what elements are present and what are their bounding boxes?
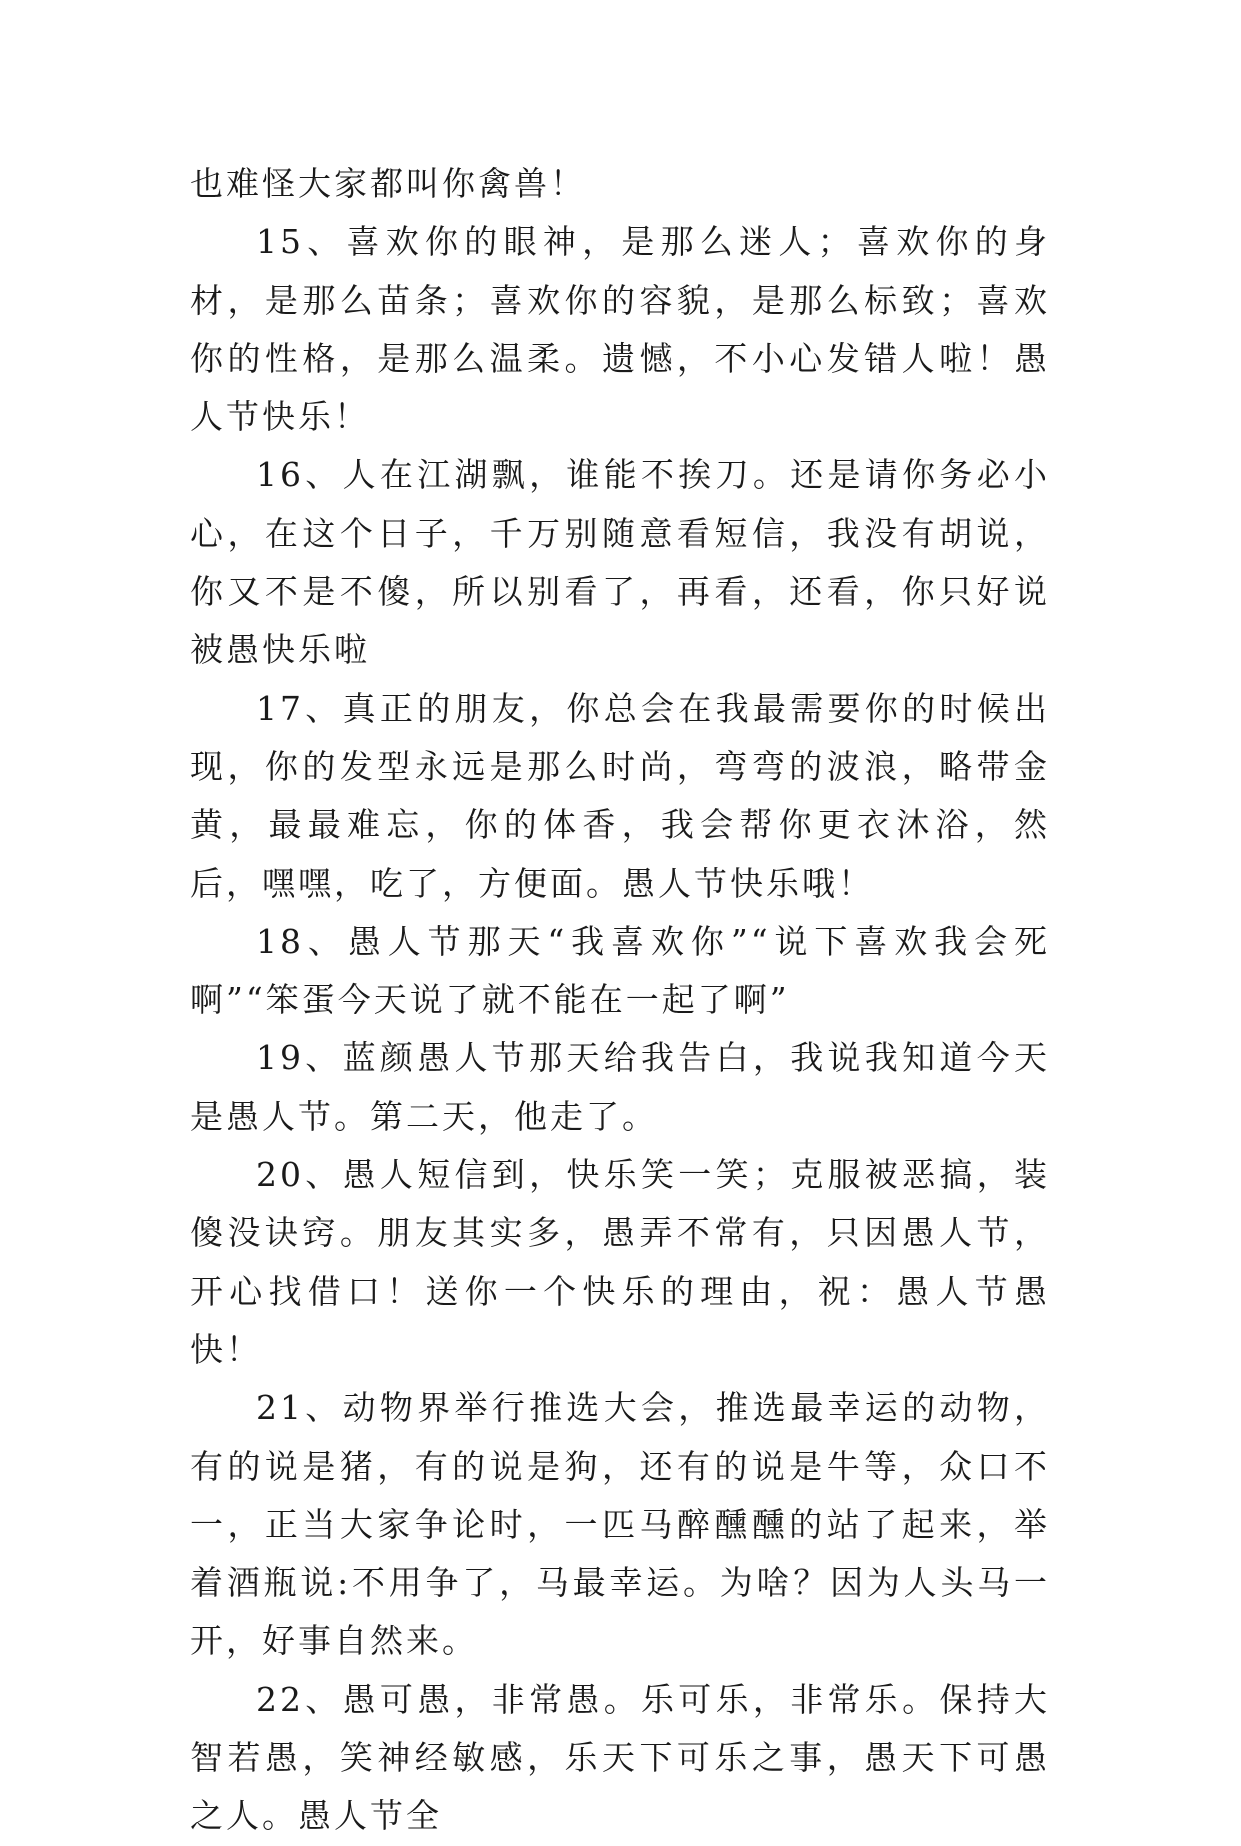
paragraph-21: 21、动物界举行推选大会，推选最幸运的动物，有的说是猪，有的说是狗，还有的说是牛等，众口不一，正当大家争论时，一匹马醉醺醺的站了起来，举着酒瓶说:不用争了，马最幸运。为啥？因为人头马一开，好事自然来。 (190, 1388, 1050, 1661)
paragraph-16: 16、人在江湖飘，谁能不挨刀。还是请你务必小心，在这个日子，千万别随意看短信，我没有胡说，你又不是不傻，所以别看了，再看，还看，你只好说被愚快乐啦 (190, 455, 1050, 670)
paragraph-20: 20、愚人短信到，快乐笑一笑；克服被恶搞，装傻没诀窍。朋友其实多，愚弄不常有，只因愚人节，开心找借口！送你一个快乐的理由，祝：愚人节愚快！ (190, 1155, 1050, 1369)
paragraph-17: 17、真正的朋友，你总会在我最需要你的时候出现，你的发型永远是那么时尚，弯弯的波浪，略带金黄，最最难忘，你的体香，我会帮你更衣沐浴，然后，嘿嘿，吃了，方便面。愚人节快乐哦！ (190, 688, 1050, 903)
paragraph-15: 15、喜欢你的眼神，是那么迷人；喜欢你的身材，是那么苗条；喜欢你的容貌，是那么标致；喜欢你的性格，是那么温柔。遗憾，不小心发错人啦！愚人节快乐！ (190, 222, 1050, 437)
paragraph-22: 22、愚可愚，非常愚。乐可乐，非常乐。保持大智若愚，笑神经敏感，乐天下可乐之事，愚天下可愚之人。愚人节全 (190, 1679, 1050, 1836)
document-body (190, 155, 1050, 1846)
paragraph-19: 19、蓝颜愚人节那天给我告白，我说我知道今天是愚人节。第二天，他走了。 (190, 1038, 1050, 1136)
paragraph-18: 18、愚人节那天“我喜欢你”“说下喜欢我会死啊”“笨蛋今天说了就不能在一起了啊” (190, 921, 1050, 1020)
paragraph-continuation: 也难怪大家都叫你禽兽！ (190, 164, 586, 203)
